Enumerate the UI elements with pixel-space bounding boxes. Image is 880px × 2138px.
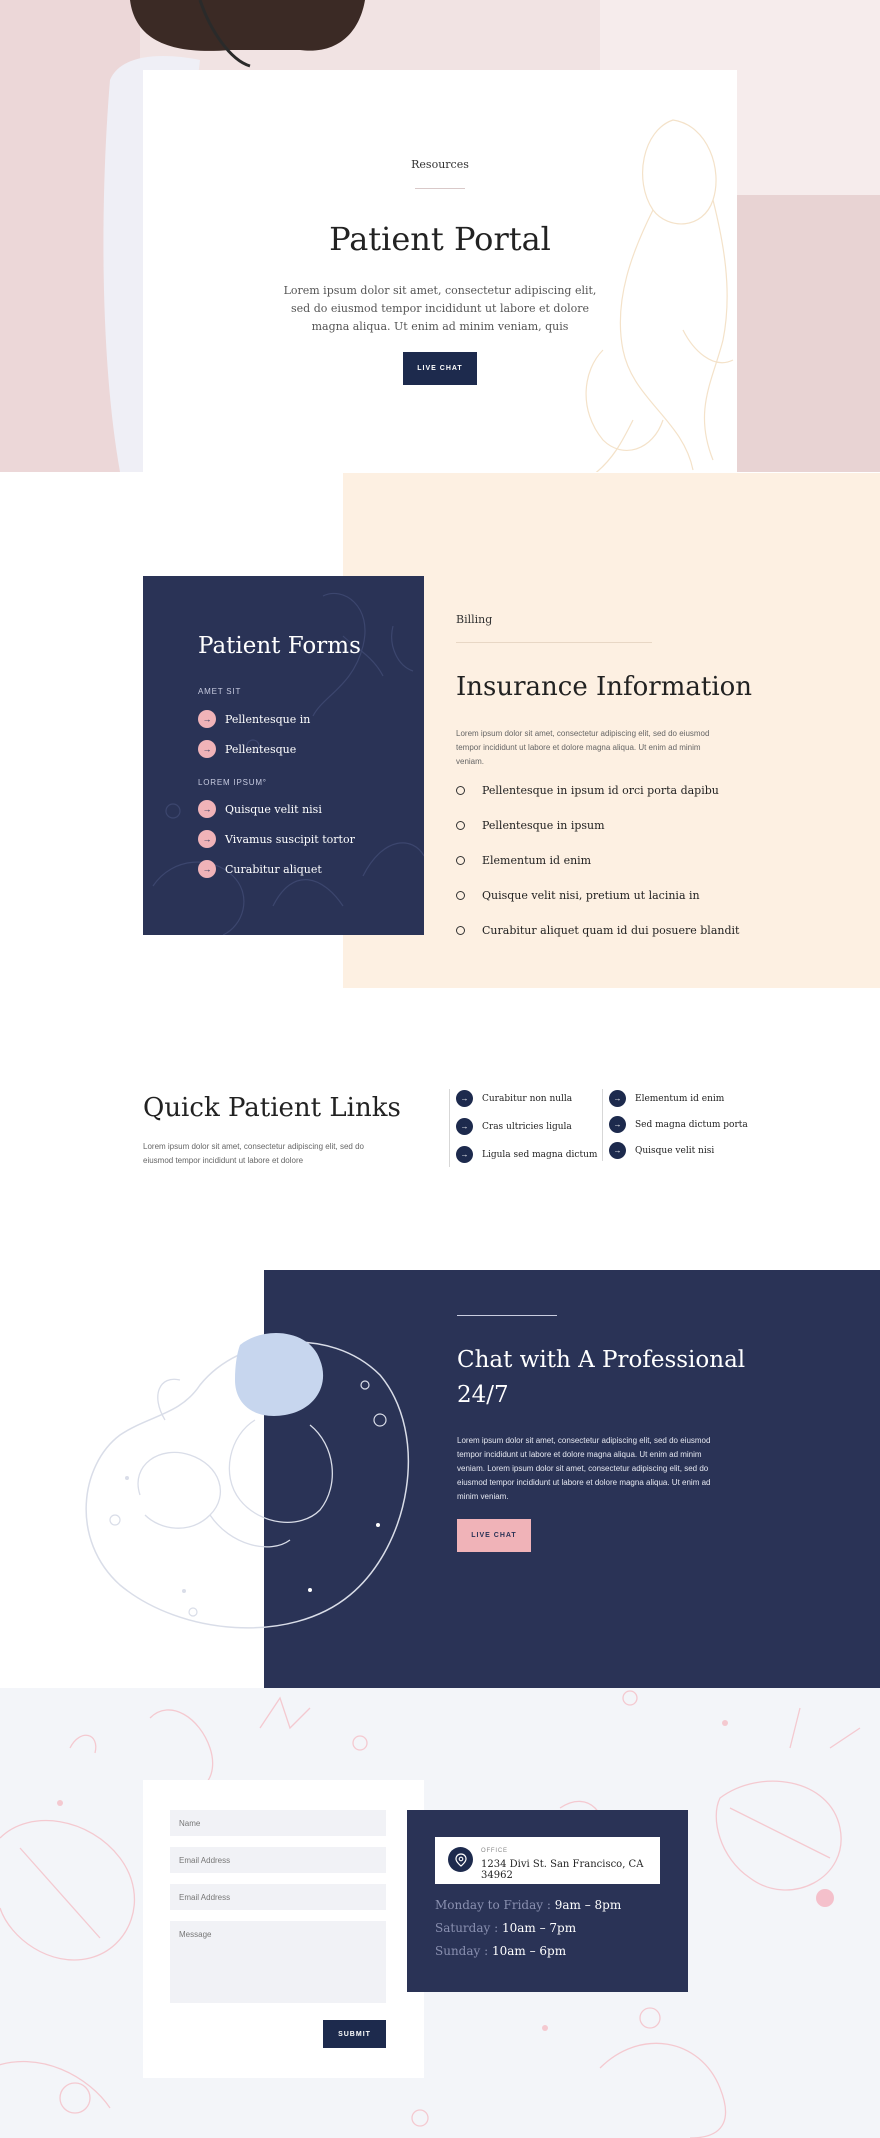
- hero-live-chat-button[interactable]: LIVE CHAT: [403, 352, 477, 385]
- forms-item-label: Pellentesque: [225, 742, 297, 756]
- arrow-right-icon: →: [198, 860, 216, 878]
- hero-section: [0, 0, 880, 472]
- hours-day: Sunday :: [435, 1944, 492, 1958]
- insurance-item-label: Pellentesque in ipsum: [482, 819, 605, 832]
- email-input-secondary[interactable]: Email Address: [170, 1884, 386, 1910]
- hero-divider: [415, 188, 465, 189]
- arrow-right-icon: →: [609, 1116, 626, 1133]
- contact-form: [143, 1780, 424, 2078]
- forms-item-label: Quisque velit nisi: [225, 802, 322, 816]
- quick-links-divider: [449, 1089, 450, 1167]
- quick-link-label: Cras ultricies ligula: [482, 1121, 572, 1132]
- forms-item[interactable]: [198, 860, 322, 878]
- insurance-item-label: Curabitur aliquet quam id dui posuere blandit: [482, 924, 740, 937]
- circle-bullet-icon: [456, 821, 465, 830]
- forms-item-label: Pellentesque in: [225, 712, 311, 726]
- quick-link[interactable]: [456, 1146, 597, 1163]
- insurance-item-label: Quisque velit nisi, pretium ut lacinia in: [482, 889, 700, 902]
- insurance-list-item: [456, 924, 739, 937]
- quick-link-label: Ligula sed magna dictum: [482, 1149, 598, 1160]
- forms-item-label: Curabitur aliquet: [225, 862, 322, 876]
- arrow-right-icon: →: [609, 1142, 626, 1159]
- forms-item[interactable]: [198, 710, 310, 728]
- patient-forms-card: [143, 576, 424, 935]
- floral-line-art: [573, 90, 737, 472]
- arrow-right-icon: →: [198, 800, 216, 818]
- quick-link[interactable]: [609, 1142, 714, 1159]
- arrow-right-icon: →: [609, 1090, 626, 1107]
- insurance-list-item: [456, 889, 700, 902]
- insurance-description: Lorem ipsum dolor sit amet, consectetur adipiscing elit, sed do eiusmod tempor incididunt ut labore et dolore magna aliqua. Ut enim ad minim veniam.: [456, 729, 710, 766]
- billing-divider: [456, 642, 652, 643]
- forms-group-label-2: LOREM IPSUM°: [198, 778, 267, 787]
- insurance-item-label: Pellentesque in ipsum id orci porta dapibu: [482, 784, 719, 797]
- map-pin-icon: [448, 1847, 473, 1872]
- quick-link[interactable]: [456, 1118, 572, 1135]
- circle-bullet-icon: [456, 856, 465, 865]
- forms-item-label: Vivamus suscipit tortor: [225, 832, 355, 846]
- quick-link-label: Elementum id enim: [635, 1093, 725, 1104]
- insurance-list-item: [456, 819, 605, 832]
- hero-title: Patient Portal: [329, 220, 551, 258]
- hours-time: 9am – 8pm: [554, 1898, 622, 1912]
- quick-links-title: Quick Patient Links: [143, 1093, 401, 1123]
- circle-bullet-icon: [456, 786, 465, 795]
- quick-link-label: Curabitur non nulla: [482, 1093, 573, 1104]
- hero-card: [143, 70, 737, 472]
- circle-bullet-icon: [456, 926, 465, 935]
- office-address: 1234 Divi St. San Francisco, CA 34962: [481, 1859, 644, 1881]
- baby-line-illustration: [80, 1325, 420, 1635]
- hero-eyebrow: Resources: [411, 158, 469, 171]
- hours-day: Monday to Friday :: [435, 1898, 555, 1912]
- quick-link-label: Quisque velit nisi: [635, 1145, 715, 1156]
- office-info-card: [407, 1810, 688, 1992]
- arrow-right-icon: →: [198, 830, 216, 848]
- insurance-list-item: [456, 784, 719, 797]
- hours-day: Saturday :: [435, 1921, 502, 1935]
- name-input[interactable]: Name: [170, 1810, 386, 1836]
- quick-link-label: Sed magna dictum porta: [635, 1119, 748, 1130]
- insurance-title: Insurance Information: [456, 672, 753, 702]
- hours-row: [435, 1944, 566, 1958]
- quick-links-divider: [602, 1089, 603, 1161]
- arrow-right-icon: →: [456, 1090, 473, 1107]
- quick-link[interactable]: [456, 1090, 572, 1107]
- forms-group-label-1: AMET SIT: [198, 687, 242, 696]
- hours-time: 10am – 7pm: [501, 1921, 577, 1935]
- submit-button[interactable]: SUBMIT: [323, 2020, 386, 2048]
- forms-item[interactable]: [198, 740, 296, 758]
- arrow-right-icon: →: [198, 740, 216, 758]
- insurance-list-item: [456, 854, 591, 867]
- forms-item[interactable]: [198, 830, 355, 848]
- chat-live-chat-button[interactable]: LIVE CHAT: [457, 1519, 531, 1552]
- hours-row: [435, 1921, 576, 1935]
- circle-bullet-icon: [456, 891, 465, 900]
- email-input[interactable]: Email Address: [170, 1847, 386, 1873]
- arrow-right-icon: →: [456, 1146, 473, 1163]
- quick-links-description: Lorem ipsum dolor sit amet, consectetur adipiscing elit, sed do eiusmod tempor incididunt ut labore et dolore: [143, 1142, 364, 1165]
- hero-description: Lorem ipsum dolor sit amet, consectetur adipiscing elit, sed do eiusmod tempor incididunt ut labore et dolore magna aliqua. Ut enim ad minim veniam, quis: [283, 284, 597, 333]
- quick-link[interactable]: [609, 1116, 748, 1133]
- arrow-right-icon: →: [456, 1118, 473, 1135]
- arrow-right-icon: →: [198, 710, 216, 728]
- quick-link[interactable]: [609, 1090, 724, 1107]
- chat-divider: [457, 1315, 557, 1316]
- message-textarea[interactable]: Message: [170, 1921, 386, 2003]
- insurance-item-label: Elementum id enim: [482, 854, 592, 867]
- office-address-box: [435, 1837, 660, 1884]
- hours-time: 10am – 6pm: [491, 1944, 567, 1958]
- billing-eyebrow: Billing: [456, 613, 493, 626]
- chat-title: Chat with A Professional 24/7: [457, 1347, 746, 1408]
- forms-item[interactable]: [198, 800, 322, 818]
- patient-forms-title: Patient Forms: [198, 633, 361, 659]
- chat-description: Lorem ipsum dolor sit amet, consectetur adipiscing elit, sed do eiusmod tempor incididunt ut labore et dolore magna aliqua. Ut enim ad minim veniam. Lorem ipsum dolor sit amet, consectetur adipiscing elit, sed do eiusmod tempor incididunt ut labore et dolore magna aliqua. Ut enim ad minim veniam.: [457, 1436, 711, 1501]
- hours-row: [435, 1898, 621, 1912]
- office-label: OFFICE: [481, 1848, 508, 1854]
